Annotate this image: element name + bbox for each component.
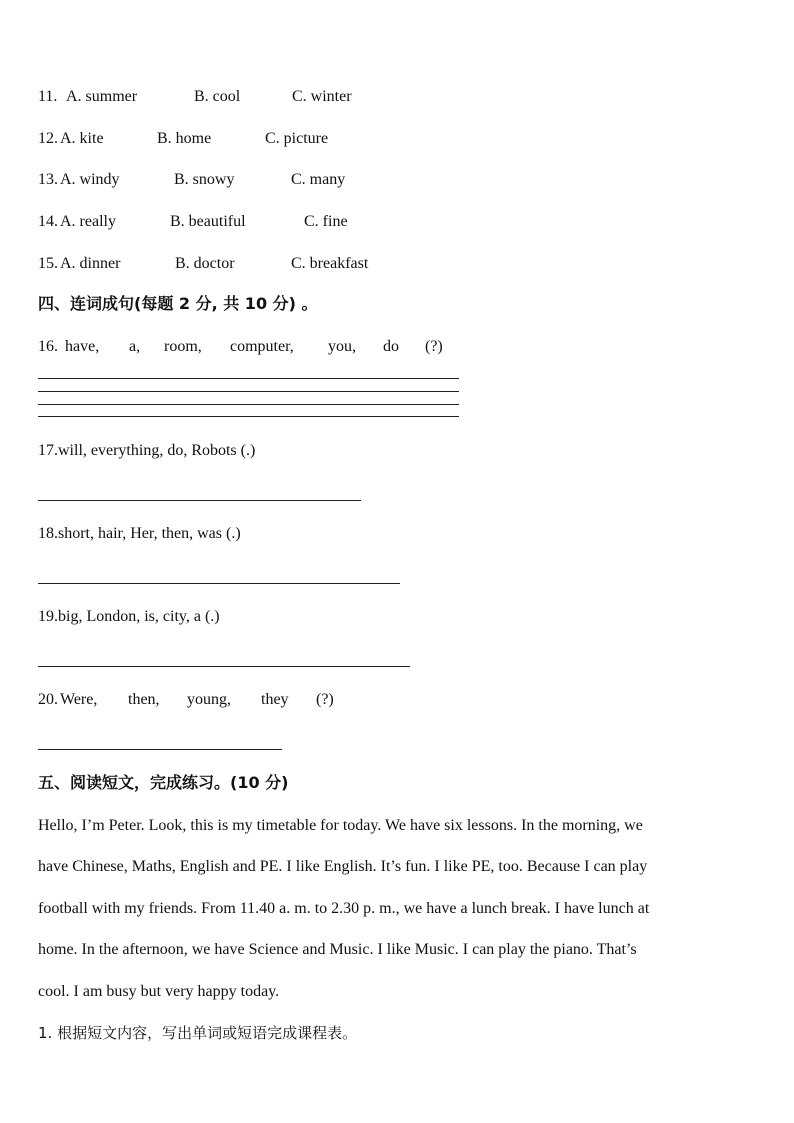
sentence-words: short, hair, Her, then, was (.)	[58, 525, 241, 542]
question-number: 14.	[38, 213, 58, 230]
sentence-20	[38, 690, 334, 710]
option-a: A. kite	[60, 130, 104, 147]
answer-line[interactable]	[38, 749, 282, 750]
option-c: C. many	[291, 171, 346, 188]
question-15	[38, 254, 369, 274]
answer-line[interactable]	[38, 500, 361, 501]
question-number: 20.	[38, 691, 58, 708]
word: then,	[128, 691, 160, 708]
sentence-16	[38, 337, 443, 357]
option-b: B. doctor	[175, 255, 235, 272]
task-1-instruction: 1. 根据短文内容，写出单词或短语完成课程表。	[38, 1024, 358, 1042]
sentence-17	[38, 441, 255, 461]
question-number: 13.	[38, 171, 58, 188]
sentence-18	[38, 524, 241, 544]
question-number: 15.	[38, 255, 58, 272]
passage-line: cool. I am busy but very happy today.	[38, 983, 280, 1000]
option-b: B. cool	[194, 88, 241, 105]
word: young,	[187, 691, 231, 708]
question-13	[38, 170, 346, 190]
passage-line: have Chinese, Maths, English and PE. I like English. It’s fun. I like PE, too. Because I can play	[38, 858, 648, 875]
question-number: 17.	[38, 442, 58, 459]
word: computer,	[230, 338, 294, 355]
answer-line[interactable]	[38, 391, 459, 392]
option-c: C. fine	[304, 213, 348, 230]
option-c: C. winter	[292, 88, 352, 105]
option-c: C. picture	[265, 130, 329, 147]
question-number: 18.	[38, 525, 58, 542]
answer-line[interactable]	[38, 378, 459, 379]
question-number: 11.	[38, 88, 58, 105]
section-5-title: 五、阅读短文，完成练习。(10 分)	[38, 773, 289, 792]
section-4-title: 四、连词成句(每题 2 分, 共 10 分) 。	[38, 294, 318, 313]
passage-line: football with my friends. From 11.40 a. m. to 2.30 p. m., we have a lunch break. I have lunch at	[38, 900, 650, 917]
answer-line[interactable]	[38, 666, 410, 667]
option-b: B. home	[157, 130, 212, 147]
option-b: B. snowy	[174, 171, 235, 188]
option-b: B. beautiful	[170, 213, 246, 230]
question-12	[38, 129, 329, 149]
question-number: 16.	[38, 338, 58, 355]
word: you,	[328, 338, 356, 355]
passage-line: home. In the afternoon, we have Science and Music. I like Music. I can play the piano. That’s	[38, 941, 637, 958]
passage-line: Hello, I’m Peter. Look, this is my timetable for today. We have six lessons. In the morning, we	[38, 817, 643, 834]
sentence-19	[38, 607, 220, 627]
word: (?)	[425, 338, 443, 355]
option-a: A. windy	[60, 171, 120, 188]
option-a: A. summer	[66, 88, 138, 105]
word: they	[261, 691, 289, 708]
word: room,	[164, 338, 202, 355]
word: have,	[65, 338, 100, 355]
question-number: 12.	[38, 130, 58, 147]
answer-line[interactable]	[38, 583, 400, 584]
word: Were,	[60, 691, 98, 708]
question-14	[38, 212, 348, 232]
word: do	[383, 338, 399, 355]
question-number: 19.	[38, 608, 58, 625]
sentence-words: big, London, is, city, a (.)	[58, 608, 220, 625]
option-c: C. breakfast	[291, 255, 369, 272]
option-a: A. dinner	[60, 255, 121, 272]
answer-line[interactable]	[38, 416, 459, 417]
option-a: A. really	[60, 213, 116, 230]
word: (?)	[316, 691, 334, 708]
sentence-words: will, everything, do, Robots (.)	[58, 442, 256, 459]
answer-line[interactable]	[38, 404, 459, 405]
word: a,	[129, 338, 141, 355]
question-11	[38, 87, 352, 107]
